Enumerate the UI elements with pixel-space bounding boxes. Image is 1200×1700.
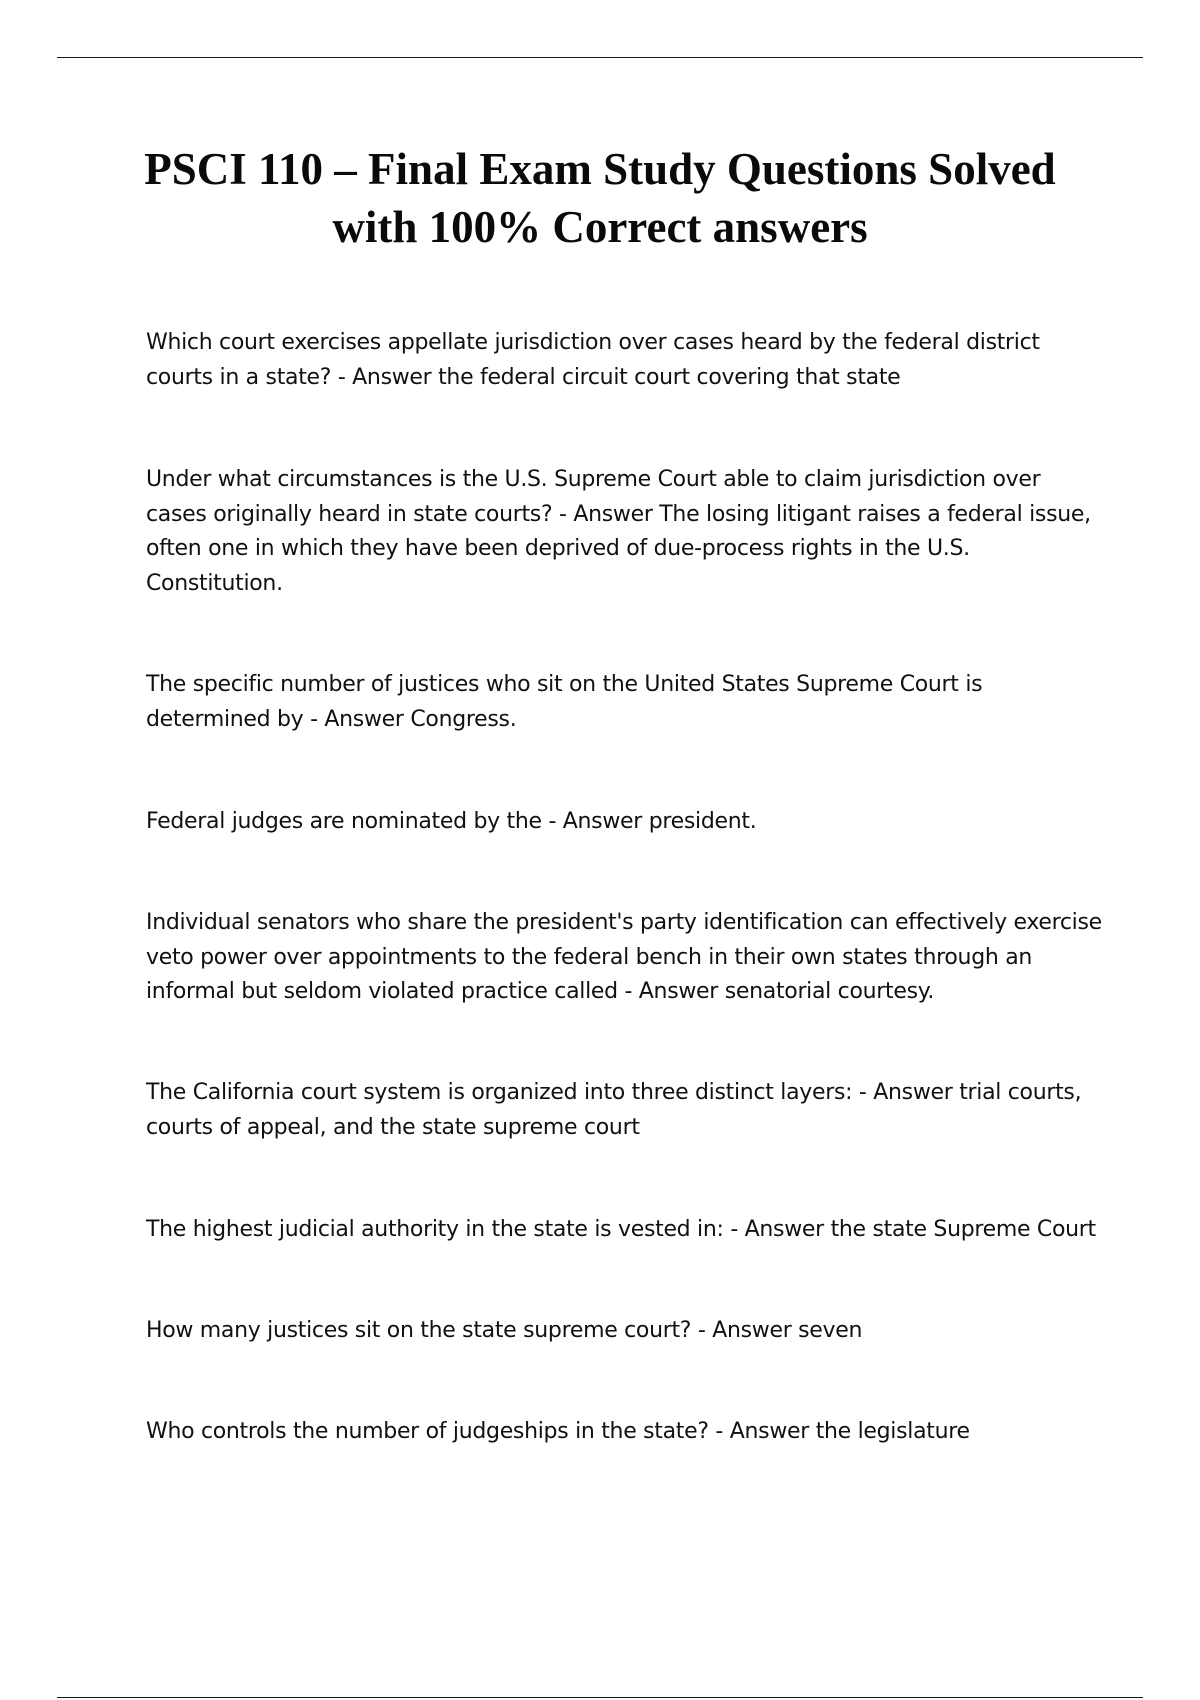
header-rule	[57, 57, 1143, 58]
answer-separator: - Answer	[552, 501, 660, 527]
answer-separator: - Answer	[723, 1217, 831, 1242]
question-text: Which court exercises appellate jurisdiction over cases heard by the federal district courts in a state?	[146, 330, 1040, 390]
answer-separator: - Answer	[852, 1080, 960, 1105]
qa-item-6	[146, 1076, 1106, 1145]
question-text: Individual senators who share the president's party identification can effectively exercise veto power over appointments to the federal bench in their own states through an informal but seldom violated practice called	[146, 910, 1102, 1004]
qa-item-4	[146, 805, 1106, 840]
question-text: The specific number of justices who sit on the United States Supreme Court is determined by	[146, 672, 983, 732]
answer-separator: - Answer	[691, 1318, 799, 1343]
qa-item-3	[146, 668, 1106, 737]
qa-item-1	[146, 326, 1106, 395]
qa-item-5	[146, 906, 1106, 1010]
answer-text: Congress.	[410, 706, 517, 732]
qa-item-9	[146, 1415, 1106, 1450]
answer-text: the legislature	[815, 1419, 970, 1444]
answer-separator: - Answer	[331, 364, 439, 390]
answer-text: the state Supreme Court	[830, 1217, 1096, 1242]
document-title: PSCI 110 – Final Exam Study Questions Solved with 100% Correct answers	[144, 144, 1056, 252]
qa-item-7	[146, 1213, 1106, 1248]
answer-text: The losing litigant raises a federal issue, often one in which they have been deprived of due-process rights in the U.S. Constitution.	[146, 501, 1091, 596]
answer-text: seven	[798, 1318, 863, 1343]
question-text: How many justices sit on the state supreme court?	[146, 1318, 692, 1343]
question-text: The California court system is organized into three distinct layers:	[146, 1080, 853, 1105]
question-text: Who controls the number of judgeships in the state?	[146, 1419, 709, 1444]
answer-separator: - Answer	[708, 1419, 816, 1444]
qa-item-8	[146, 1314, 1106, 1349]
footer-rule	[57, 1697, 1143, 1698]
question-text: The highest judicial authority in the state is vested in:	[146, 1217, 724, 1242]
answer-text: trial courts, courts of appeal, and the state supreme court	[146, 1080, 1082, 1140]
answer-separator: - Answer	[617, 979, 725, 1004]
question-text: Under what circumstances is the U.S. Supreme Court able to claim jurisdiction over cases originally heard in state courts?	[146, 467, 1041, 527]
answer-separator: - Answer	[541, 809, 649, 834]
answer-text: senatorial courtesy.	[724, 979, 935, 1004]
qa-item-2	[146, 463, 1106, 601]
answer-text: the federal circuit court covering that state	[438, 364, 901, 390]
answer-separator: - Answer	[303, 706, 411, 732]
answer-text: president.	[648, 809, 757, 834]
question-text: Federal judges are nominated by the	[146, 809, 542, 834]
